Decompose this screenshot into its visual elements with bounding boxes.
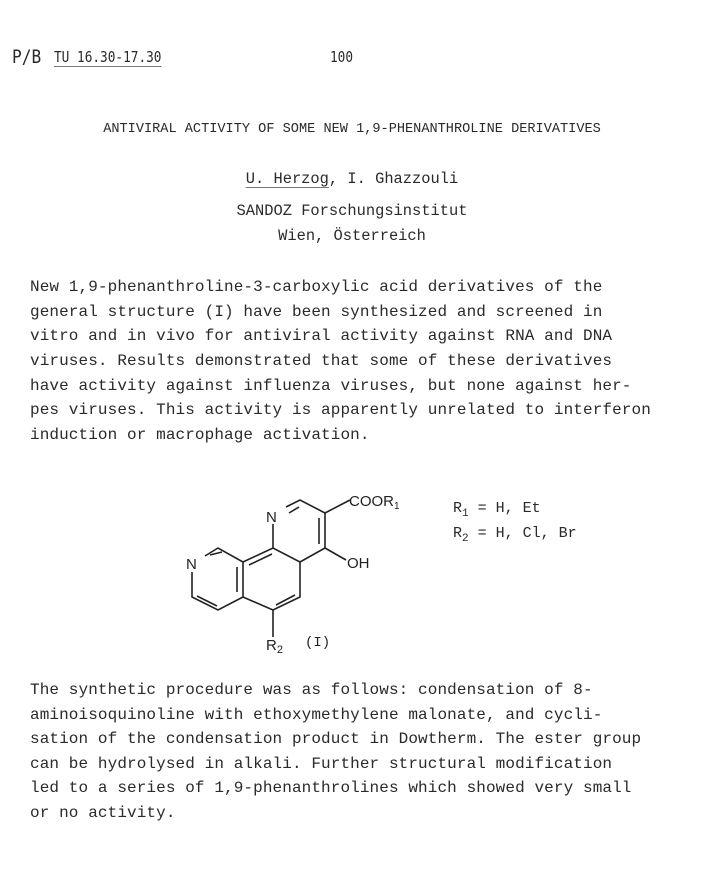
abstract-line: viruses. Results demonstrated that some of these derivatives <box>30 352 613 370</box>
page-number: 100 <box>330 48 354 66</box>
procedure-line: can be hydrolysed in alkali. Further structural modification <box>30 755 613 773</box>
substituent-r2: $R_2 = H$, Cl, Br <box>453 525 577 545</box>
nitrogen-9-label: N <box>186 556 197 573</box>
abstract-line: vitro and in vivo for antiviral activity against RNA and DNA <box>30 327 613 345</box>
procedure-line: sation of the condensation product in Dowtherm. The ester group <box>30 730 642 748</box>
r2-label: $R_2$ <box>266 637 283 656</box>
session-code: P/B <box>12 46 42 68</box>
compound-number: (I) <box>305 635 331 651</box>
paper-title: ANTIVIRAL ACTIVITY OF SOME NEW 1,9-PHENANTHROLINE DERIVATIVES <box>103 122 601 137</box>
substituent-r1: $R_1 = H$, Et <box>453 500 541 520</box>
author-separator: , <box>328 170 348 188</box>
procedure-line: led to a series of 1,9-phenanthrolines which showed very small <box>30 779 632 797</box>
affiliation-location: Wien, Österreich <box>278 227 426 245</box>
abstract-line: New 1,9-phenanthroline-3-carboxylic acid derivatives of the <box>30 278 603 296</box>
session-time: TU 16.30-17.30 <box>54 48 162 66</box>
procedure-line: or no activity. <box>30 804 176 822</box>
procedure-line: aminoisoquinoline with ethoxymethylene malonate, and cycli- <box>30 706 603 724</box>
presenting-author: U. Herzog <box>245 170 329 188</box>
coauthor: I. Ghazzouli <box>347 170 459 188</box>
ester-label: $COOR_1$ <box>349 493 400 512</box>
abstract-line: pes viruses. This activity is apparently unrelated to interferon <box>30 401 651 419</box>
abstract-line: induction or macrophage activation. <box>30 426 370 444</box>
abstract-line: have activity against influenza viruses, but none against her- <box>30 377 632 395</box>
procedure-line: The synthetic procedure was as follows: condensation of 8- <box>30 681 593 699</box>
nitrogen-1-label: N <box>266 509 277 526</box>
hydroxyl-label: OH <box>347 555 370 572</box>
abstract-line: general structure (I) have been synthesized and screened in <box>30 303 603 321</box>
affiliation-institute: SANDOZ Forschungsinstitut <box>236 202 468 220</box>
